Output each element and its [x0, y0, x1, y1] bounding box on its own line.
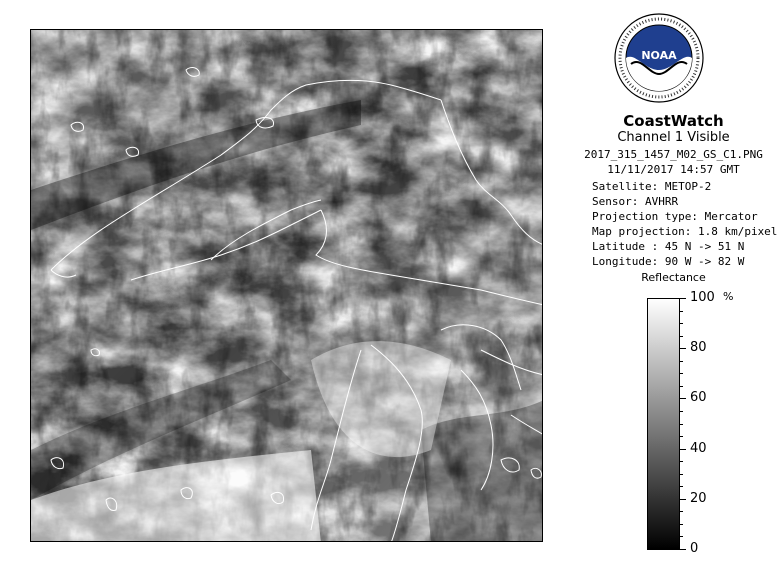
colorbar-minor-tick [680, 411, 683, 412]
colorbar-tick-label: 60 [690, 390, 707, 406]
colorbar-minor-tick [680, 323, 683, 324]
noaa-logo-icon [613, 12, 705, 104]
longitude-label: Longitude: 90 W -> 82 W [592, 255, 745, 268]
colorbar-tick-mark [680, 499, 686, 500]
colorbar-tick-label: 80 [690, 340, 707, 356]
colorbar-tick-mark [680, 449, 686, 450]
colorbar-minor-tick [680, 373, 683, 374]
colorbar-minor-tick [680, 524, 683, 525]
map-projection-label: Map projection: 1.8 km/pixel [592, 225, 778, 238]
colorbar-tick-mark [680, 549, 686, 550]
colorbar-minor-tick [680, 486, 683, 487]
colorbar-minor-tick [680, 336, 683, 337]
colorbar-tick-mark [680, 348, 686, 349]
filename-label: 2017_315_1457_M02_GS_C1.PNG [584, 148, 763, 161]
colorbar-minor-tick [680, 424, 683, 425]
colorbar-minor-tick [680, 311, 683, 312]
colorbar-minor-tick [680, 361, 683, 362]
legend-panel [565, 0, 782, 572]
satellite-image [30, 29, 543, 542]
colorbar-minor-tick [680, 461, 683, 462]
colorbar-tick-label: 0 [690, 541, 699, 556]
colorbar-minor-tick [680, 536, 683, 537]
satellite-label: Satellite: METOP-2 [592, 180, 712, 193]
colorbar-tick-mark [680, 298, 686, 299]
product-title: CoastWatch [623, 112, 724, 130]
colorbar-unit: % [723, 290, 734, 303]
colorbar-title: Reflectance [641, 271, 706, 284]
datetime-label: 11/11/2017 14:57 GMT [607, 163, 740, 176]
satellite-image-canvas [31, 30, 543, 542]
colorbar-minor-tick [680, 474, 683, 475]
colorbar-tick-label: 20 [690, 490, 707, 506]
colorbar-tick-mark [680, 398, 686, 399]
logo-text: NOAA [641, 49, 677, 62]
sensor-label: Sensor: AVHRR [592, 195, 679, 208]
reflectance-colorbar [647, 298, 680, 550]
channel-label: Channel 1 Visible [617, 130, 730, 145]
projection-type-label: Projection type: Mercator [592, 210, 758, 223]
colorbar-tick-label: 100 [690, 290, 715, 305]
colorbar-minor-tick [680, 511, 683, 512]
colorbar-minor-tick [680, 386, 683, 387]
colorbar-minor-tick [680, 436, 683, 437]
colorbar-tick-label: 40 [690, 440, 707, 456]
latitude-label: Latitude : 45 N -> 51 N [592, 240, 745, 253]
